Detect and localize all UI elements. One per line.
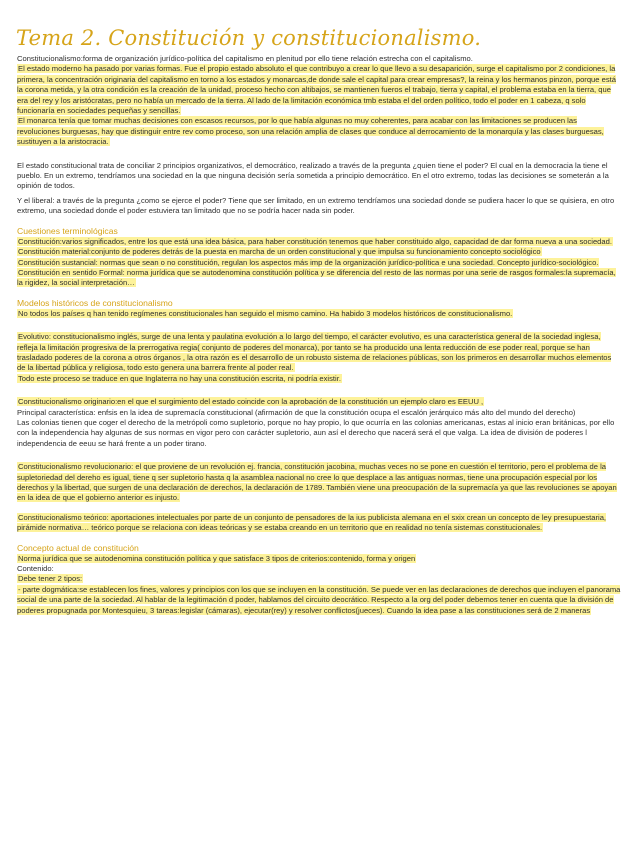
notes-body <box>17 54 621 616</box>
current-text-3: Debe tener 2 tipos: <box>18 574 83 584</box>
current-text-4: - parte dogmática:se establecen los fines, valores y principios con los que se incluyen en la constitución. Se puede ver en las declaraciones de derechos que incluyen el panorama social de una parte de la sociedad. Al hablar de la legitimación d poder, hablamos del circuito deocrático. Respecto a la org del poder debemos tener en cuenta que la división de poderes propugnada por Montesquieu, 3 tareas:legislar (cámaras), ejecutar(rey) y resolver conflictos(jueces). Cuando la idea pase a las constituciones será de 2 maneras <box>17 584 621 615</box>
models-paragraph-7 <box>17 462 621 504</box>
models-paragraph-4 <box>17 397 621 407</box>
terms-paragraph-4 <box>17 268 621 289</box>
intro-paragraph-3 <box>17 161 621 192</box>
terms-heading: Cuestiones terminológicas <box>17 225 118 236</box>
models-text-1: No todos los países q han tenido regímenes constitucionales han seguido el mismo camino. Ha habido 3 modelos históricos de constitucionalismo. <box>18 308 513 318</box>
terms-text-1: Constitución:varios significados, entre los que está una idea básica, para haber constitución tenemos que haber constituido algo, capacidad de dar forma nueva a una sociedad. <box>18 236 612 246</box>
terms-text-4: Constitución en sentido Formal: norma jurídica que se autodenomina constitución política y se diferencia del resto de las normas por una serie de rasgos formales:la supremacía, la rigidez, la social interpretación… <box>17 267 616 288</box>
models-paragraph-5 <box>17 408 621 418</box>
intro-paragraph-1 <box>17 64 621 116</box>
models-text-8: Constitucionalismo teórico: aportaciones intelectuales por parte de un conjunto de pensadores de la ius publicista alemana en el sxix crean un concepto de ley presupuestaria, pirámide normativa… teórico porque se relaciona con ideas teóricas y se estaba creando en un territorio que en realidad no tenía sistemas constitucionales. <box>17 512 607 533</box>
terms-text-2: Constitución material:conjunto de poderes detrás de la puesta en marcha de un orden constitucional y que impulsa su funcionamiento concepto sociológico <box>18 247 541 257</box>
models-text-2: Evolutivo: constitucionalismo inglés, surge de una lenta y paulatina evolución a lo largo del tiempo, el carácter evolutivo, es una característica general de la sociedad inglesa, refleja la limitación progresiva de la prerrogativa regia( conjunto de poderes del monarca), por tanto se ha producido una lenta reducción de ese poder real, porque se han trasladado poderes de la corona a otros órganos , la otra razón es el desarrollo de un robusto sistema de relaciones públicas, son los primeros en desarrollar muchos elementos de la libertad pública y religiosa, todo esto genera una barrera frente al poder real. <box>17 332 612 373</box>
terms-paragraph-1 <box>17 237 621 247</box>
models-text-3: Todo este proceso se traduce en que Inglaterra no hay una constitución escrita, ni podría existir. <box>18 373 341 383</box>
models-paragraph-2 <box>17 332 621 374</box>
models-text-4: Constitucionalismo originario:en el que el surgimiento del estado coincide con la aprobación de la constitución un ejemplo claro es EEUU , <box>18 397 484 407</box>
intro-paragraph-2 <box>17 116 621 147</box>
models-paragraph-6 <box>17 418 621 449</box>
terms-paragraph-2 <box>17 247 621 257</box>
intro-text-3: El estado constitucional trata de conciliar 2 principios organizativos, el democrático, realizado a través de la pregunta ¿quien tiene el poder? El cual en la democracia la tiene el pueblo. En un extremo, tendríamos una sociedad en la que ninguna decisión sería sometida a principio democrático. En el otro extremo, todas las decisiones se someterán a la opinión de todos. <box>17 160 609 191</box>
models-paragraph-3 <box>17 374 621 384</box>
intro-text-4: Y el liberal: a través de la pregunta ¿como se ejerce el poder? Tiene que ser limitado, en un extremo tendríamos una sociedad donde se pudiera hacer lo que se quisiera, en otro extremo, una sociedad donde el poder estuviera tan limitado que no se podría hacer nada sin poder. <box>17 195 615 216</box>
current-text-1: Norma jurídica que se autodenomina constitución política y que satisface 3 tipos de criterios:contenido, forma y origen <box>18 553 416 563</box>
current-paragraph-3 <box>17 574 621 584</box>
intro-text-1: El estado moderno ha pasado por varias formas. Fue el propio estado absoluto el que contribuyo a crear lo que llevo a su desaparición, surge el capitalismo por 2 condiciones, la primera, la concentración originaria del capitalismo en torno a los estados y monarcas,de donde sale el capital para crear empresas?, la reina y los hermanos pinzon, porque está la corona metida, y la otra condición es la creación de la unidad, proceso hecho con altibajos, se mantienen fueros el trabajo, tierra y capital, el problema estaba en la tierra, que era del rey y los aristócratas, pero no había un mercado de la tierra. Al lado de la limitación económica tmb estaba el del orden político, todo el poder en 1 cabeza, q solo funcionaría en sociedades pequeñas y sencillas. <box>17 64 616 116</box>
current-paragraph-1 <box>17 554 621 564</box>
models-paragraph-1 <box>17 309 621 319</box>
models-paragraph-8 <box>17 513 621 534</box>
current-heading: Concepto actual de constitución <box>17 542 139 553</box>
models-text-5: Principal característica: enfsis en la idea de supremacía constitucional (afirmación de que la constitución ocupa el escalón jerárquico más alto del mundo del derecho) <box>17 407 576 417</box>
current-paragraph-2 <box>17 564 621 574</box>
current-paragraph-4 <box>17 585 621 616</box>
intro-text-2: El monarca tenía que tomar muchas decisiones con escasos recursos, por lo que había algunas no muy coherentes, para acabar con las limitaciones se producen las revoluciones burguesas, hay que distinguir entre rev como proceso, son una relación amplia de clases que conduce al derrocamiento de la monarquía y las clases burguesas, sustituyen a la aristocracia. <box>17 116 604 147</box>
terms-text-3: Constitución sustancial: normas que sean o no constitución, regulan los aspectos más imp de la organización jurídico-política e una sociedad. Concepto jurídico-sociológico. <box>18 257 599 267</box>
definition-text: Constitucionalismo:forma de organización jurídico-política del capitalismo en plenitud por ello tiene relación estrecha con el capitalismo. <box>17 54 473 63</box>
intro-paragraph-4 <box>17 196 621 217</box>
constitucionalismo-definition <box>17 54 621 64</box>
current-text-2: Contenido: <box>17 564 54 574</box>
models-text-6: Las colonias tienen que coger el derecho de la metrópoli como supletorio, porque no hay propio, lo que ocurría en las colonias americanas, estas al inicio eran británicas, por ello con la independencia hay algunas de sus normas en vigor pero con carácter supletorio, aun así el derecho que nacerá será el que valga. La idea de división de poderes l independencia de eeuu se hará frente a un poder tirano. <box>17 417 615 448</box>
models-text-7: Constitucionalismo revolucionario: el que proviene de un revolución ej. francia, constitución jacobina, muchas veces no se pone en cuestión el territorio, pero el problema de la supletoriedad del dereho es igual, tiene q ser supletorio hasta q la asamblea nacional no cree lo que desplace a las antiguas normas, tiene una procupación especial por los derechos y la libertad, que surgen de una declaración de derechos, la declaración de 1789. También viene una preocupación de la supremacía ya que las revoluciones se apoyan en la idea de que el gobierno anterior es injusto. <box>17 462 617 503</box>
page-title: Tema 2. Constitución y constitucionalismo. <box>16 26 482 50</box>
models-heading: Modelos históricos de constitucionalismo <box>17 297 173 308</box>
terms-paragraph-3 <box>17 258 621 268</box>
